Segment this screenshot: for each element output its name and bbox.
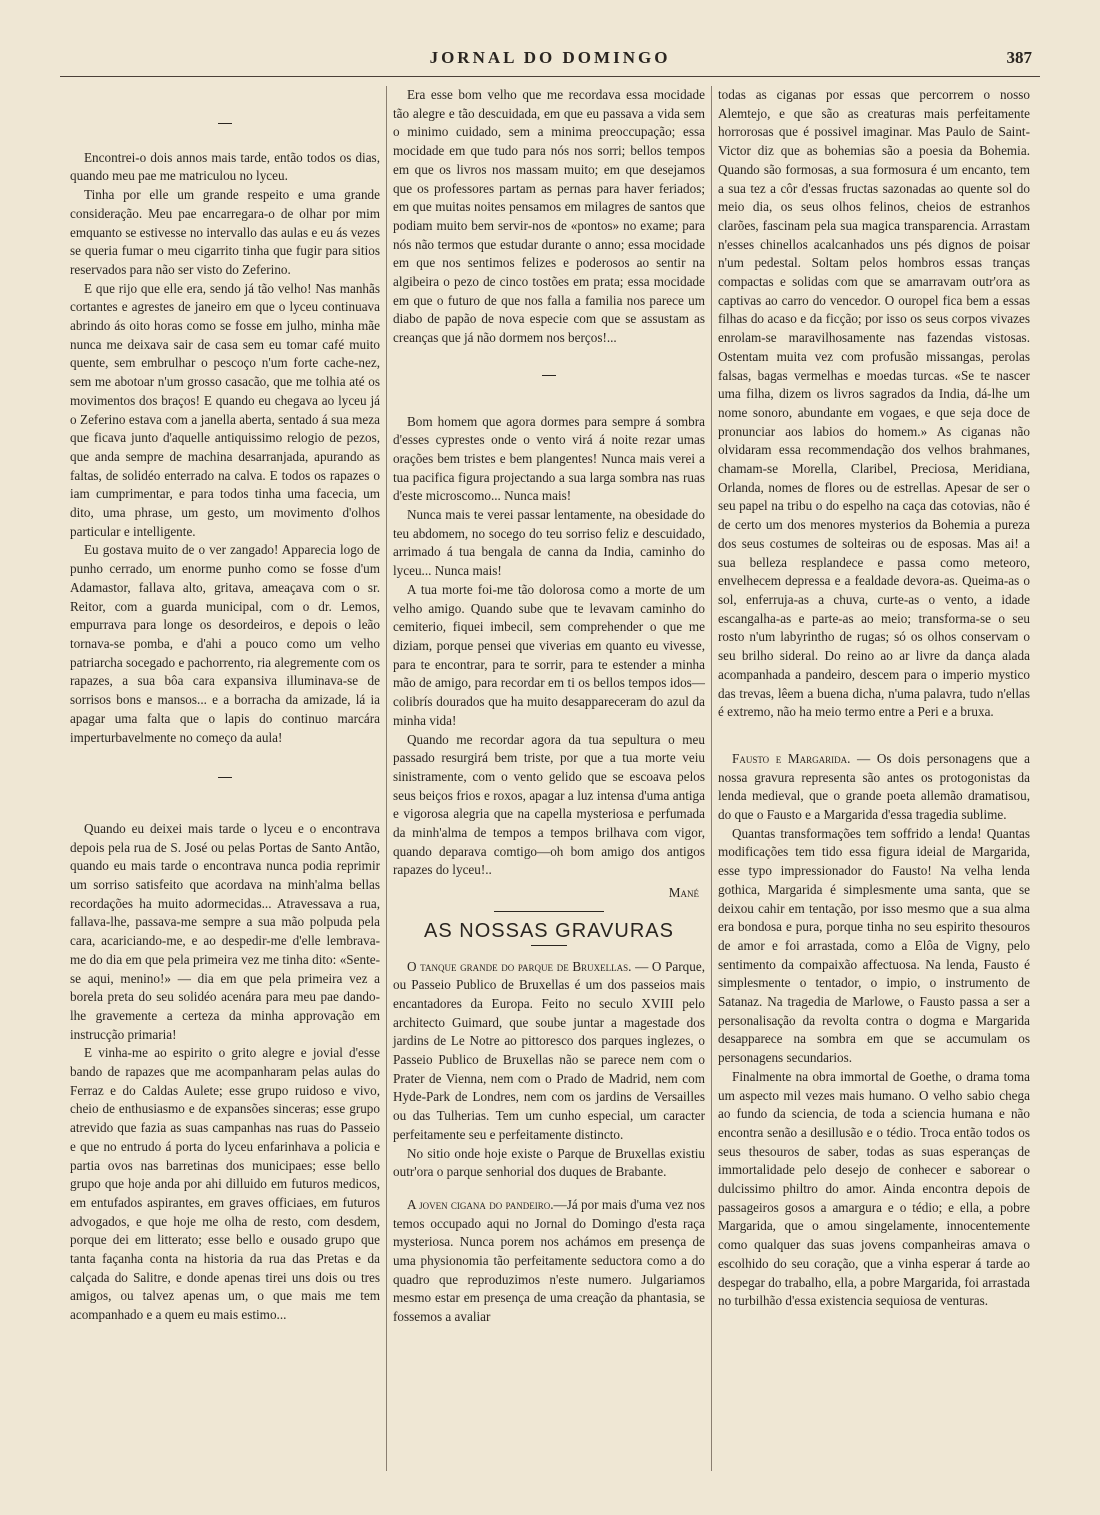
paragraph: Encontrei-o dois annos mais tarde, então todos os dias, quando meu pae me matriculou no lyceu. — [70, 149, 380, 184]
column-3 — [718, 86, 1030, 1311]
author-signature: Mané — [668, 885, 699, 901]
paragraph: E que rijo que elle era, sendo já tão velho! Nas manhãs cortantes e agrestes de janeiro em que o lyceu continuava abrindo ás oito horas como se fosse em julho, minha mãe nunca me deixava sair de casa sem eu tomar café muito quente, sem embrulhar o pescoço n'um forte cache-nez, sem me abotoar n'um grosso casacão, que me tolhia até os movimentos dos braços! E quando eu chegava ao lyceu já o Zeferino estava com a janella aberta, sentado á sua meza que ficava junto d'aquelle antiquissimo relogio de pezos, que anda sempre de machina desarranjada, apurando as faltas, de solidéo enterrado na calva. E todos os rapazes o iam cumprimentar, e para todos tinha uma facecia, um dito, uma phrase, um gesto, um movimento d'olhos particular e intelligente. — [70, 280, 380, 539]
section-title: AS NOSSAS GRAVURAS — [424, 919, 674, 942]
paragraph: Quando eu deixei mais tarde o lyceu e o encontrava depois pela rua de S. José ou pelas Portas de Santo Antão, quando eu mais tarde o encontrava nunca podia reprimir um sorriso satisfeito que acordava na minh'alma bellas recordações ha muito adormecidas... Atravessava a rua, fallava-lhe, passava-me sempre a sua mão polpuda pela cara, acariciando-me, e ao despedir-me d'elle lembrava-me do dia em que pela primeira vez me tinha dito: «Sente-se aqui, menino!» — dia em que pela primeira vez a borela preta do seu solidéo acenára para meu pae dando-lhe gravemente a certeza da minha approvação em instrucção primaria! — [70, 820, 380, 1042]
paragraph: Era esse bom velho que me recordava essa mocidade tão alegre e tão descuidada, em que eu passava a vida sem o minimo cuidado, sem a minima preoccupação; essa mocidade em que tudo para nós nos sorri; bellos tempos em que os livros nos massam muito; em que desejamos que os professores partam as pernas para haver feriados; em que muitas noites pensamos em milagres de santos que podiam muito bem servir-nos de «pontos» no exame; para nós não termos que estudar durante o anno; essa mocidade em que nos sentimos felizes e poderosos ao sentir na algibeira o pezo de cinco tostões em prata; essa mocidade em que o futuro de que nos falla a familia nos parece um diabo de papão de nova especie com que se assustam as creanças que já não dormem nos berços!... — [393, 87, 705, 346]
engraving-text: — O Parque, ou Passeio Publico de Bruxellas é um dos passeios mais encantadores da Europa. Feito no seculo XVIII pelo architecto Guimard, que soube juntar a magestade dos jardins de Le Notre ao pittoresco dos parques inglezes, o Passeio Publico de Bruxellas não se parece nem com o Prater de Vienna, nem com o Prado de Madrid, nem com Hyde-Park de Londres, nem com os jardins de Versailles ou das Tulherias. Tem um cunho especial, um caracter perfeitamente seu e perfeitamente distincto. — [393, 958, 705, 1142]
paragraph: Nunca mais te verei passar lentamente, na obesidade do teu abdomem, no socego do teu sorriso feliz e descuidado, arrimado á tua bengala de canna da India, caminho do lyceu... Nunca mais! — [393, 507, 705, 579]
paragraph: No sitio onde hoje existe o Parque de Bruxellas existiu outr'ora o parque senhorial dos duques de Brabante. — [393, 1145, 705, 1180]
column-2 — [393, 86, 705, 1327]
section-dash — [70, 767, 380, 786]
paragraph: Tinha por elle um grande respeito e uma grande consideração. Meu pae encarregara-o de olhar por mim emquanto se estivesse no intervallo das aulas e eu ás vezes se queria fumar o meu cigarrito tinha que fugir para sitios reservados para não ser visto do Zeferino. — [70, 187, 380, 277]
paragraph — [718, 750, 1030, 825]
column-1 — [70, 86, 380, 1325]
section-dash — [393, 366, 705, 385]
engraving-heading: Fausto e Margarida. — [732, 750, 851, 766]
engraving-text: — Os dois personagens que a nossa gravura representa são antes os protogonistas da lenda medieval, que o grande poeta allemão dramatisou, do que o Fausto e a Margarida d'essa tragedia sublime. — [718, 750, 1030, 823]
engraving-heading: A joven cigana do pandeiro. — [407, 1196, 554, 1212]
column-divider — [386, 86, 387, 1471]
paragraph: Eu gostava muito de o ver zangado! Apparecia logo de punho cerrado, um enorme punho como se fosse d'um Adamastor, fallava alto, gritava, ameaçava com o sr. Reitor, com a guarda municipal, com o dr. Lemos, empurrava para longe os desordeiros, e depois o leão tornava-se pomba, e d'ahi a pouco como um velho patriarcha socegado e pachorrento, ria alegremente com os rapazes, a sua bôa cara expansiva illuminava-se de sorrisos bons e mansos... e a borracha da amizade, lá ia apagar uma falta que o lapis do continuo marcára imperturbavelmente no começo da aula! — [70, 542, 380, 745]
page-number: 387 — [1006, 48, 1032, 67]
column-divider — [711, 86, 712, 1471]
paragraph: Bom homem que agora dormes para sempre á sombra d'esses cyprestes onde o vento virá á noite rezar umas orações bem tristes e bem plangentes! Nunca mais verei a tua pacifica figura projectando a sua larga sombra nas ruas d'este microscomo... Nunca mais! — [393, 413, 705, 504]
paragraph — [393, 1196, 705, 1327]
paragraph: Quantas transformações tem soffrido a lenda! Quantas modificações tem tido essa figura ideial de Margarida, esse typo impressionador do Fausto! Na velha lenda gothica, Margarida é simplesmente uma santa, que se deixou cahir em tentação, por isso mesmo que a sua alma era bondosa e pura, porque tinha no seu espirito thesouros de amor e foi arrastada, como a Elôa de Vigny, pelo sentimento da compaixão affectuosa. Na lenda, Fausto é simplesmente o tentador, o impio, o instrumento de Satanaz. Na tragedia de Marlowe, o Fausto passa a ser a personalisação da revolta contra o dogma e Margarida desapparece na sombra em que se accumulam os personagens secundarios. — [718, 825, 1030, 1066]
paragraph: todas as ciganas por essas que percorrem o nosso Alemtejo, e que são as creaturas mais perfeitamente horrorosas que é possivel imaginar. Mas Paulo de Saint-Victor diz que as bohemias são a poesia da Bohemia. Quando são formosas, a sua formosura é um encanto, tem a sua tez a côr d'essas fructas sazonadas ao quente sol do meio dia, os seus olhos felinos, cheios de estranhos clarões, fascinam pela sua magica transparencia. Arrastam n'esses chinellos acalcanhados uns pés dignos de poisar n'um pedestal. Soltam pelos hombros essas tranças compactas e solidas com que se amarravam outr'ora as captivas ao carro do vencedor. O ouropel fica bem a essas filhas do acaso e da ficção; por isso os seus corpos vivazes enrolam-se maravilhosamente nas fazendas vistosas. Ostentam muita vez com profusão missangas, perolas falsas, bagas vermelhas e moedas turcas. «Se te nascer uma filha, dizem os livros sagrados da India, dá-lhe um nome sonoro, abundante em vogaes, e que seja doce de pronunciar aos labios do homem.» As ciganas não olvidaram essa recommendação dos velhos brahmanes, chamam-se Morella, Claribel, Preciosa, Meridiana, Orlanda, nomes de flores ou de estrellas. Apesar de ser o seu papel na tribu o do espelho na caça das cotovias, não é de certo um dos menores mysterios da Bohemia a pureza dos seus costumes de solteiras ou de esposas. Mas ai! a sua belleza resplandece e passa como meteoro, envelhecem depressa e a fealdade devora-as. Queima-as o sol, enferruja-as a chuva, curte-as o vento, a idade escangalha-as e parte-as ao meio; transforma-se o seu rosto n'um labyrintho de rugas; só os olhos conservam o seu brilho sideral. Do reino ao ar livre da dança alada acompanhada a pandeiro, descem para o imperio mystico das trevas, lêem a buena dicha, n'uma palavra, tudo n'ellas é extremo, não ha meio termo entre a Peri e a bruxa. — [718, 87, 1030, 720]
paragraph — [393, 958, 705, 1145]
paragraph: A tua morte foi-me tão dolorosa como a morte de um velho amigo. Quando sube que te levavam caminho do cemiterio, fiquei imbecil, sem comprehender o que me diziam, porque pensei que viverias em quanto eu vivesse, para te encontrar, para te sorrir, para te estender a minha mão de amigo, para recordar em ti os bellos tempos idos—colibrís dourados que ha muito desappareceram do azul da minha vida! — [393, 581, 705, 728]
paragraph: Quando me recordar agora da tua sepultura o meu passado resurgirá bem triste, por que a tua morte veiu sinistramente, com o vento gelido que se escoava pelos seus beiços frios e roxos, apagar a luz intensa d'uma antiga e vigorosa alegria que na capella mysteriosa e perfumada da minh'alma de tempos a tempos brilhava com vigor, quando deparava comtigo—oh bom amigo dos antigos rapazes do lyceu!.. — [393, 731, 705, 878]
paragraph: Finalmente na obra immortal de Goethe, o drama toma um aspecto mil vezes mais humano. O velho sabio chega ao fundo da sciencia, de toda a sciencia humana e não encontra senão a desillusão e o tédio. Troca então todos os seus thesouros de saber, todas as suas esperanças de immortalidade pelo desejo de conhecer e saborear o dulcissimo philtro do amor. Ainda encontra depois de passageiros gosos a amargura e o tédio; e ella, a pobre Margarida, que o amou singelamente, innocentemente como qualquer das suas jovens companheiras amava o escolhido do seu coração, que a vinha esperar á tarde ao despegar do trabalho, ella, a pobre Margarida, foi arrastada no turbilhão d'essa existencia sequiosa de venturas. — [718, 1068, 1030, 1309]
section-dash — [70, 114, 380, 133]
engraving-text: —Já por mais d'uma vez nos temos occupado aqui no Jornal do Domingo d'esta raça mysteriosa. Nunca porem nos achámos em presença de uma physionomia tão perfeitamente seductora como a do quadro que reproduzimos n'este numero. Julgariamos mesmo estar em presença de uma creação da phantasia, se fossemos a avaliar — [393, 1196, 705, 1325]
paragraph: E vinha-me ao espirito o grito alegre e jovial d'esse bando de rapazes que me acompanharam pelas aulas do Ferraz e do Caldas Aulete; esse grupo ruidoso e vivo, cheio de enthusiasmo e de expansões sinceras; esse grupo atrevido que fazia as suas campanhas nas ruas do Passeio e que no entrudo á porta do lyceu enfarinhava a policia e partia ovos nas barretinas dos municipaes; esse bello grupo que hoje anda por ahi dilluido em futuros medicos, em entufados aspirantes, em graves officiaes, em futuros advogados, e que hoje me olha de resto, com desdem, porque dei em litterato; esse bello e ousado grupo que tanta façanha conta na historia da rua das Pretas e da calçada do Salitre, e donde apenas tirei uns dois ou tres amigos, ou talvez apenas um, o que mais me tem acompanhado e a quem eu mais estimo... — [70, 1045, 380, 1323]
journal-title: JORNAL DO DOMINGO — [429, 48, 671, 67]
page-header — [60, 48, 1040, 77]
section-rule — [494, 911, 604, 912]
engraving-heading: O tanque grande do parque de Bruxellas. — [407, 958, 632, 974]
section-rule — [531, 945, 567, 946]
